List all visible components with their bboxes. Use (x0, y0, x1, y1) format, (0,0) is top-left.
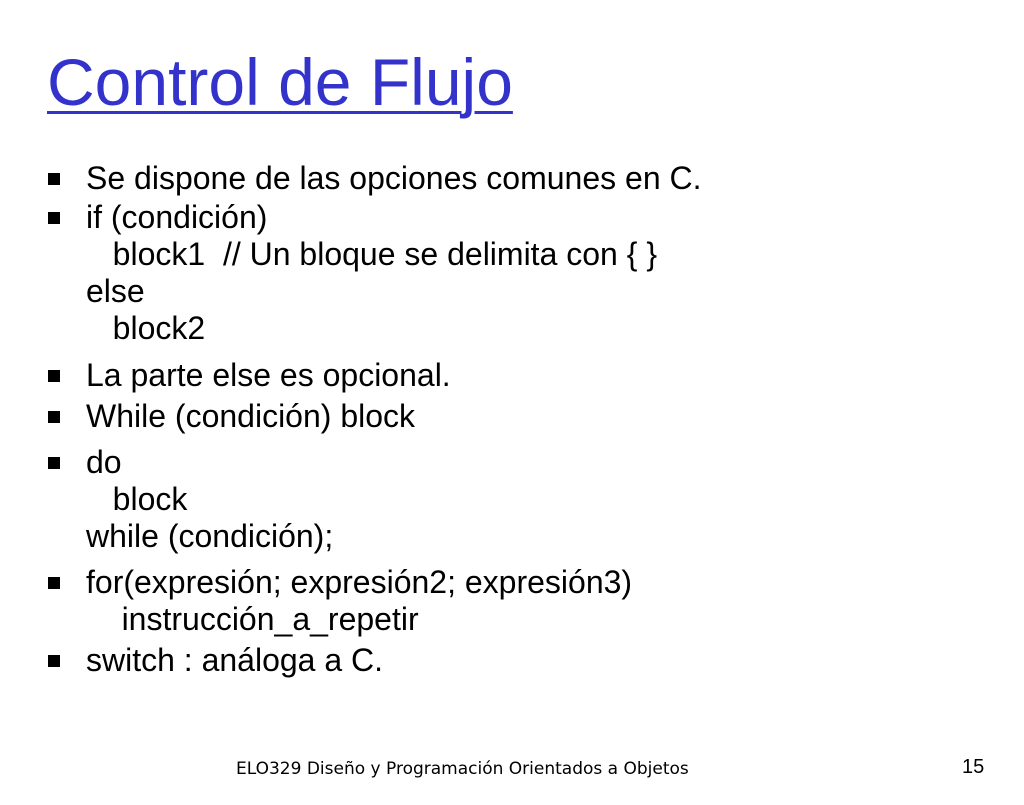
square-bullet-icon (48, 212, 60, 224)
bullet-line: if (condición) (86, 199, 268, 235)
bullet-line: else (86, 273, 145, 309)
bullet-text (86, 642, 383, 679)
bullet-text (86, 444, 333, 555)
square-bullet-icon (48, 370, 60, 382)
bullet-line: while (condición); (86, 518, 334, 554)
bullet-line: block2 (86, 310, 206, 346)
bullet-text (86, 160, 702, 197)
bullet-text (86, 199, 657, 347)
bullet-line: for(expresión; expresión2; expresión3) (86, 564, 633, 600)
footer-course-title: ELO329 Diseño y Programación Orientados a Objetos (236, 759, 689, 779)
square-bullet-icon (48, 173, 60, 185)
square-bullet-icon (48, 577, 60, 589)
bullet-line: switch : análoga a C. (86, 642, 384, 678)
square-bullet-icon (48, 411, 60, 423)
bullet-line: block (86, 481, 188, 517)
bullet-line: instrucción_a_repetir (86, 601, 419, 637)
page-number: 15 (962, 756, 985, 778)
bullet-text (86, 357, 451, 394)
bullet-line: block1 // Un bloque se delimita con { } (86, 236, 657, 272)
square-bullet-icon (48, 457, 60, 469)
bullet-line: do (86, 444, 122, 480)
bullet-text (86, 398, 415, 435)
bullet-line: While (condición) block (86, 398, 416, 434)
bullet-text (86, 564, 632, 638)
bullet-line: La parte else es opcional. (86, 357, 451, 393)
slide-title: Control de Flujo (47, 45, 513, 119)
bullet-line: Se dispone de las opciones comunes en C. (86, 160, 702, 196)
square-bullet-icon (48, 655, 60, 667)
